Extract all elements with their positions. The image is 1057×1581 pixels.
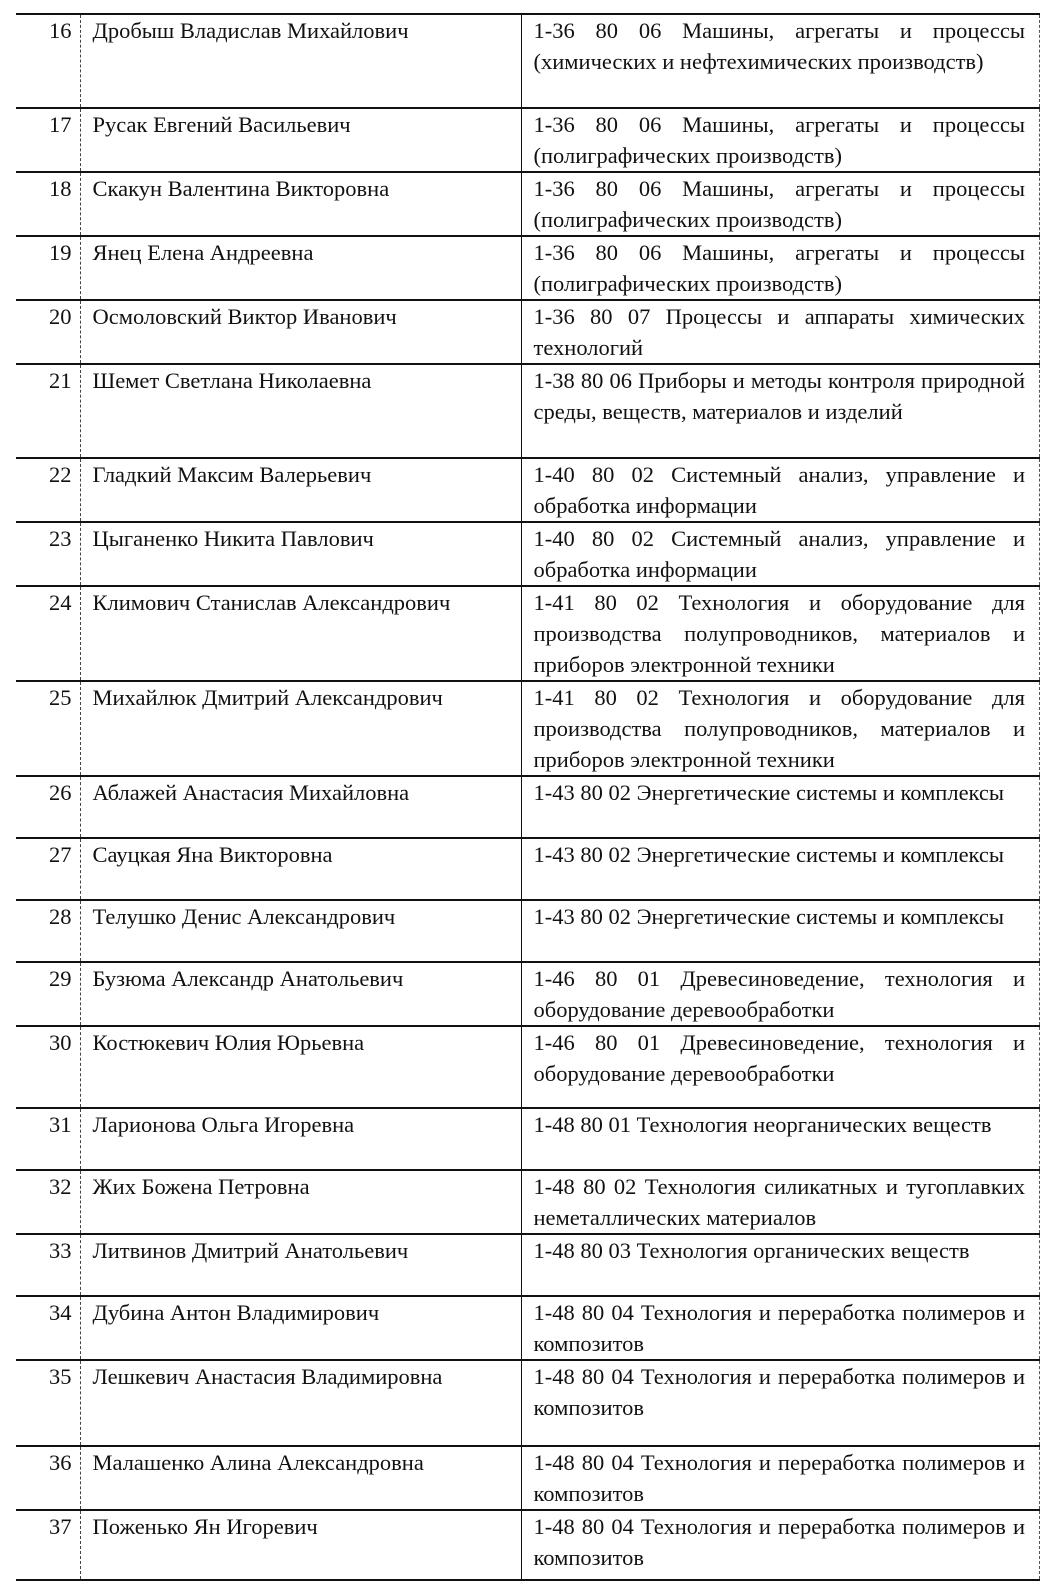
- specialty: 1-36 80 06 Машины, агрегаты и процессы (химических и нефтехимических производств): [521, 14, 1040, 108]
- table-row: [16, 1170, 1040, 1234]
- specialty: 1-48 80 04 Технология и переработка полимеров и композитов: [521, 1296, 1040, 1360]
- row-number: 17: [16, 108, 80, 172]
- table-row: [16, 108, 1040, 172]
- specialty: 1-43 80 02 Энергетические системы и комплексы: [521, 776, 1040, 838]
- row-number: 20: [16, 300, 80, 364]
- student-name: Цыганенко Никита Павлович: [80, 522, 521, 586]
- student-name: Дробыш Владислав Михайлович: [80, 14, 521, 108]
- table-row: [16, 1026, 1040, 1108]
- students-table: [16, 13, 1040, 1581]
- table-row: [16, 14, 1040, 108]
- student-name: Дубина Антон Владимирович: [80, 1296, 521, 1360]
- table-row: [16, 962, 1040, 1026]
- table-row: [16, 522, 1040, 586]
- row-number: 29: [16, 962, 80, 1026]
- table-body: [16, 14, 1040, 1580]
- student-name: Климович Станислав Александрович: [80, 586, 521, 681]
- table-row: [16, 1360, 1040, 1446]
- specialty: 1-43 80 02 Энергетические системы и комплексы: [521, 900, 1040, 962]
- row-number: 26: [16, 776, 80, 838]
- table-row: [16, 838, 1040, 900]
- student-name: Лешкевич Анастасия Владимировна: [80, 1360, 521, 1446]
- student-name: Сауцкая Яна Викторовна: [80, 838, 521, 900]
- specialty: 1-48 80 04 Технология и переработка полимеров и композитов: [521, 1360, 1040, 1446]
- specialty: 1-41 80 02 Технология и оборудование для производства полупроводников, материалов и приборов электронной техники: [521, 586, 1040, 681]
- student-name: Михайлюк Дмитрий Александрович: [80, 681, 521, 776]
- specialty: 1-36 80 06 Машины, агрегаты и процессы (полиграфических производств): [521, 172, 1040, 236]
- table-row: [16, 172, 1040, 236]
- row-number: 32: [16, 1170, 80, 1234]
- specialty: 1-41 80 02 Технология и оборудование для производства полупроводников, материалов и приборов электронной техники: [521, 681, 1040, 776]
- row-number: 16: [16, 14, 80, 108]
- table-row: [16, 776, 1040, 838]
- student-name: Осмоловский Виктор Иванович: [80, 300, 521, 364]
- table-row: [16, 681, 1040, 776]
- row-number: 33: [16, 1234, 80, 1296]
- specialty: 1-48 80 04 Технология и переработка полимеров и композитов: [521, 1446, 1040, 1510]
- table-row: [16, 586, 1040, 681]
- specialty: 1-48 80 01 Технология неорганических веществ: [521, 1108, 1040, 1170]
- student-name: Шемет Светлана Николаевна: [80, 364, 521, 458]
- table-row: [16, 458, 1040, 522]
- row-number: 22: [16, 458, 80, 522]
- row-number: 34: [16, 1296, 80, 1360]
- specialty: 1-48 80 03 Технология органических веществ: [521, 1234, 1040, 1296]
- row-number: 24: [16, 586, 80, 681]
- row-number: 37: [16, 1510, 80, 1580]
- specialty: 1-43 80 02 Энергетические системы и комплексы: [521, 838, 1040, 900]
- table-row: [16, 300, 1040, 364]
- specialty: 1-38 80 06 Приборы и методы контроля природной среды, веществ, материалов и изделий: [521, 364, 1040, 458]
- row-number: 36: [16, 1446, 80, 1510]
- student-name: Костюкевич Юлия Юрьевна: [80, 1026, 521, 1108]
- specialty: 1-36 80 06 Машины, агрегаты и процессы (полиграфических производств): [521, 108, 1040, 172]
- student-name: Аблажей Анастасия Михайловна: [80, 776, 521, 838]
- row-number: 25: [16, 681, 80, 776]
- table-row: [16, 900, 1040, 962]
- table-row: [16, 364, 1040, 458]
- student-name: Жих Божена Петровна: [80, 1170, 521, 1234]
- specialty: 1-46 80 01 Древесиноведение, технология и оборудование деревообработки: [521, 962, 1040, 1026]
- specialty: 1-40 80 02 Системный анализ, управление и обработка информации: [521, 522, 1040, 586]
- specialty: 1-48 80 04 Технология и переработка полимеров и композитов: [521, 1510, 1040, 1580]
- row-number: 28: [16, 900, 80, 962]
- table-row: [16, 1446, 1040, 1510]
- row-number: 27: [16, 838, 80, 900]
- row-number: 31: [16, 1108, 80, 1170]
- specialty: 1-36 80 07 Процессы и аппараты химических технологий: [521, 300, 1040, 364]
- student-name: Литвинов Дмитрий Анатольевич: [80, 1234, 521, 1296]
- table-row: [16, 1108, 1040, 1170]
- student-name: Поженько Ян Игоревич: [80, 1510, 521, 1580]
- row-number: 18: [16, 172, 80, 236]
- student-name: Телушко Денис Александрович: [80, 900, 521, 962]
- specialty: 1-36 80 06 Машины, агрегаты и процессы (полиграфических производств): [521, 236, 1040, 300]
- table-row: [16, 1296, 1040, 1360]
- table-row: [16, 1234, 1040, 1296]
- row-number: 21: [16, 364, 80, 458]
- row-number: 23: [16, 522, 80, 586]
- row-number: 19: [16, 236, 80, 300]
- row-number: 30: [16, 1026, 80, 1108]
- student-name: Малашенко Алина Александровна: [80, 1446, 521, 1510]
- student-name: Русак Евгений Васильевич: [80, 108, 521, 172]
- specialty: 1-40 80 02 Системный анализ, управление и обработка информации: [521, 458, 1040, 522]
- student-name: Скакун Валентина Викторовна: [80, 172, 521, 236]
- table-row: [16, 236, 1040, 300]
- student-name: Бузюма Александр Анатольевич: [80, 962, 521, 1026]
- specialty: 1-46 80 01 Древесиноведение, технология и оборудование деревообработки: [521, 1026, 1040, 1108]
- table-row: [16, 1510, 1040, 1580]
- student-name: Ларионова Ольга Игоревна: [80, 1108, 521, 1170]
- row-number: 35: [16, 1360, 80, 1446]
- specialty: 1-48 80 02 Технология силикатных и тугоплавких неметаллических материалов: [521, 1170, 1040, 1234]
- student-name: Гладкий Максим Валерьевич: [80, 458, 521, 522]
- student-name: Янец Елена Андреевна: [80, 236, 521, 300]
